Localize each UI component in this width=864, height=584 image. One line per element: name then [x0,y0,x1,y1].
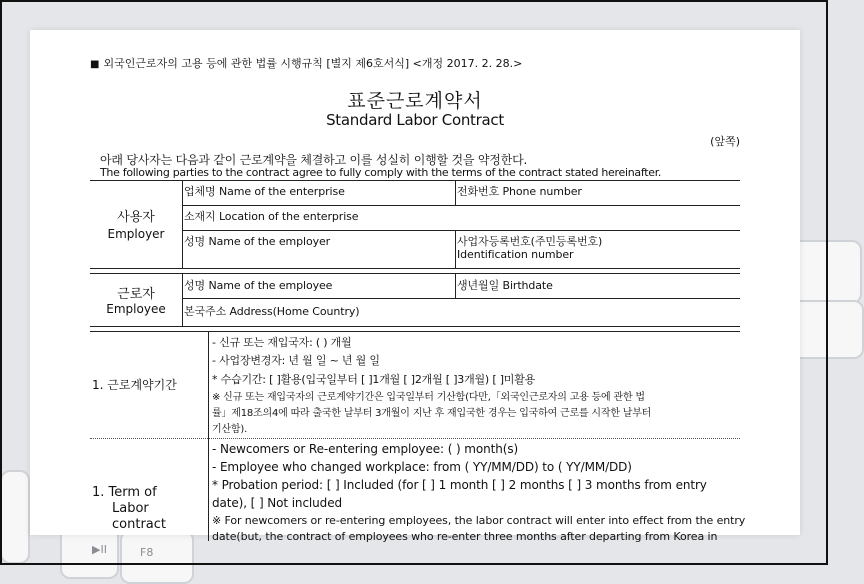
employer-mid-divider [455,230,456,268]
term-dotted-rule [90,438,740,439]
term-ko-line-2: - 사업장변경자: 년 월 일 ~ 년 월 일 [212,354,380,367]
term-ko-line-4: ※ 신규 또는 재입국자의 근로계약기간은 입국일부터 기산함(다만,「외국인근로자의 고용 등에 관한 법 [212,392,645,403]
enterprise-location-field[interactable]: 소재지 Location of the enterprise [184,210,359,223]
identification-number-ko[interactable]: 사업자등록번호(주민등록번호) [457,235,603,248]
employer-bottom-rule [90,268,740,269]
key-f8-label: F8 [140,546,154,559]
page-side-label: (앞쪽) [710,135,740,148]
employer-row-rule [182,205,740,206]
employee-label-en: Employee [106,302,166,316]
employee-bottom-rule [90,326,740,327]
term-label-ko: 1. 근로계약기간 [92,378,177,392]
employer-label-en: Employer [107,227,165,241]
term-en-line-6: date(but, the contract of employees who re-enter three months after departing from Korea in [212,530,718,543]
term-en-line-4: date), [ ] Not included [212,496,342,510]
employee-mid-divider [455,273,456,298]
background-key [790,300,864,359]
term-en-line-5: ※ For newcomers or re-entering employees, the labor contract will enter into effect from the entry [212,514,746,527]
employee-name-field[interactable]: 성명 Name of the employee [184,279,333,292]
term-en-line-1: - Newcomers or Re-entering employee: ( ) month(s) [212,442,519,456]
employee-divider [182,273,183,326]
employer-mid-divider [455,180,456,205]
employee-row-rule [182,298,740,299]
table-rule-top [90,180,740,181]
intro-korean: 아래 당사자는 다음과 같이 근로계약을 체결하고 이를 성실히 이행할 것을 약정한다. [100,153,528,167]
employer-label-ko: 사용자 [117,210,155,225]
intro-english: The following parties to the contract agree to fully comply with the terms of the contract stated hereinafter. [100,166,662,179]
term-en-line-2: - Employee who changed workplace: from ( YY/MM/DD) to ( YY/MM/DD) [212,460,632,474]
term-ko-line-3: * 수습기간: [ ]활용(입국일부터 [ ]1개월 [ ]2개월 [ ]3개월) [ ]미활용 [212,373,536,386]
title-korean: 표준근로계약서 [347,90,483,112]
background-key-f8 [120,530,194,584]
title-english: Standard Labor Contract [326,111,504,129]
term-label-en-2: Labor [112,501,149,516]
term-ko-line-5: 률」제18조의4에 따라 출국한 날부터 3개월이 지난 후 재입국한 경우는 입국하여 근로를 시작한 날부터 [212,408,652,419]
term-label-en-1: 1. Term of [92,485,157,500]
employer-row-rule [182,230,740,231]
home-address-field[interactable]: 본국주소 Address(Home Country) [184,305,360,318]
section-double-rule [90,273,740,274]
form-reference-text: 외국인근로자의 고용 등에 관한 법률 시행규칙 [별지 제6호서식] <개정 2017. 2. 28.> [103,57,523,70]
term-label-en-3: contract [112,517,166,532]
form-reference [90,55,522,71]
term-divider [208,331,209,541]
key-play-label: ▶II [92,543,107,556]
enterprise-name-field[interactable]: 업체명 Name of the enterprise [184,185,345,198]
square-bullet-icon: ■ [90,59,100,70]
background-key [0,470,30,564]
term-ko-line-6: 기산함). [212,424,248,435]
section-double-rule [90,331,740,332]
employer-name-field[interactable]: 성명 Name of the employer [184,235,331,248]
term-en-line-3: * Probation period: [ ] Included (for [ ] 1 month [ ] 2 months [ ] 3 months from entry [212,478,707,492]
employer-divider [182,180,183,268]
phone-number-field[interactable]: 전화번호 Phone number [457,185,582,198]
identification-number-en[interactable]: Identification number [457,248,574,261]
term-ko-line-1: - 신규 또는 재입국자: ( ) 개월 [212,336,352,349]
birthdate-field[interactable]: 생년월일 Birthdate [457,279,553,292]
contract-page [30,30,800,543]
employee-label-ko: 근로자 [117,287,155,302]
